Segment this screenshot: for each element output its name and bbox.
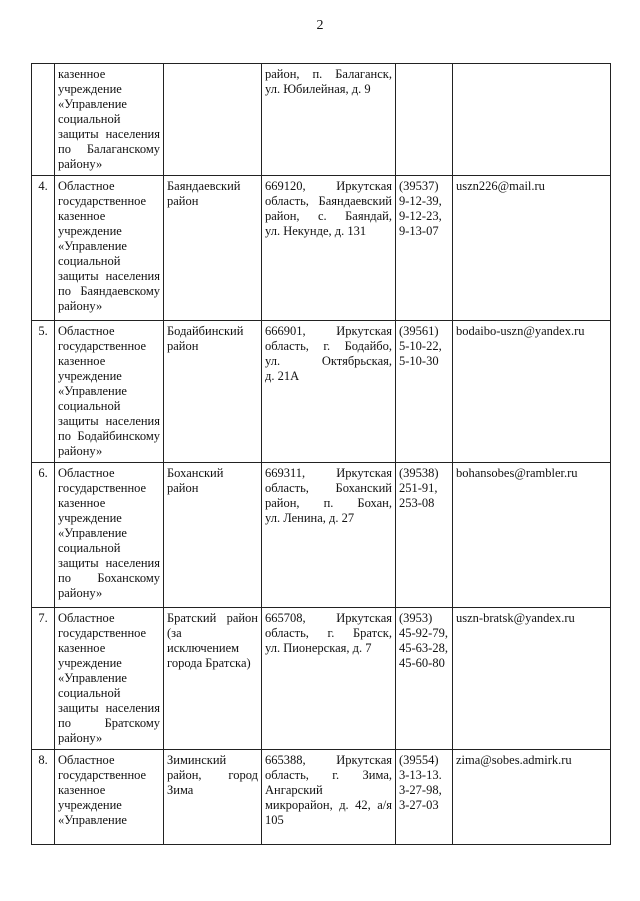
- table-row: [32, 608, 611, 750]
- phone_lines-line: (39537): [399, 179, 439, 193]
- organization-cell: [55, 608, 164, 750]
- district-cell: [164, 608, 262, 750]
- email-cell: [453, 463, 611, 608]
- institutions-table: [31, 63, 611, 845]
- org_lines-line: «Управление: [58, 526, 127, 540]
- row-number: [32, 64, 55, 176]
- address-cell: [262, 463, 396, 608]
- phone_lines-line: 3-27-03: [399, 798, 439, 812]
- address_lines-line: область, Боханский: [265, 481, 392, 495]
- address_lines-line: ул. Юбилейная, д. 9: [265, 82, 371, 96]
- org_lines-line: «Управление: [58, 671, 127, 685]
- org_lines-line: Областное: [58, 466, 115, 480]
- address_lines-line: 666901, Иркутская: [265, 324, 392, 338]
- org_lines-line: по Баяндаевскому: [58, 284, 160, 298]
- phone_lines-line: 45-92-79,: [399, 626, 448, 640]
- address-cell: [262, 321, 396, 463]
- address_lines-line: область, г. Братск,: [265, 626, 392, 640]
- email-address: bohansobes@rambler.ru: [456, 466, 578, 480]
- district-cell: [164, 64, 262, 176]
- phone_lines-line: (39538): [399, 466, 439, 480]
- org_lines-line: казенное: [58, 354, 106, 368]
- district_lines-line: Зиминский: [167, 753, 227, 767]
- org_lines-line: казенное: [58, 641, 106, 655]
- table-row: [32, 321, 611, 463]
- phone_lines-line: (39554): [399, 753, 439, 767]
- phone-cell: [396, 321, 453, 463]
- address_lines-line: область, г. Зима,: [265, 768, 392, 782]
- district_lines-line: Бодайбинский: [167, 324, 244, 338]
- org_lines-line: району»: [58, 299, 103, 313]
- row-number: 8.: [32, 750, 55, 845]
- address-cell: [262, 750, 396, 845]
- organization-cell: [55, 321, 164, 463]
- phone_lines-line: 253-08: [399, 496, 435, 510]
- org_lines-line: защиты населения: [58, 556, 160, 570]
- email-cell: [453, 321, 611, 463]
- org_lines-line: социальной: [58, 399, 121, 413]
- address_lines-line: 105: [265, 813, 284, 827]
- org_lines-line: «Управление: [58, 813, 127, 827]
- org_lines-line: государственное: [58, 768, 147, 782]
- phone_lines-line: 3-27-98,: [399, 783, 442, 797]
- email-cell: [453, 176, 611, 321]
- org_lines-line: казенное: [58, 496, 106, 510]
- address_lines-line: ул. Пионерская, д. 7: [265, 641, 372, 655]
- phone_lines-line: 45-63-28,: [399, 641, 448, 655]
- org_lines-line: учреждение: [58, 656, 122, 670]
- phone_lines-line: 9-13-07: [399, 224, 439, 238]
- organization-cell: [55, 463, 164, 608]
- org_lines-line: «Управление: [58, 239, 127, 253]
- org_lines-line: учреждение: [58, 82, 122, 96]
- org_lines-line: по Балаганскому: [58, 142, 160, 156]
- org_lines-line: государственное: [58, 194, 147, 208]
- org_lines-line: защиты населения: [58, 127, 160, 141]
- organization-cell: [55, 750, 164, 845]
- org_lines-line: району»: [58, 157, 103, 171]
- org_lines-line: защиты населения: [58, 269, 160, 283]
- address_lines-line: ул. Некунде, д. 131: [265, 224, 367, 238]
- row-number: 5.: [32, 321, 55, 463]
- address_lines-line: Ангарский: [265, 783, 323, 797]
- table-row: [32, 750, 611, 845]
- email-address: zima@sobes.admirk.ru: [456, 753, 572, 767]
- phone_lines-line: 9-12-39,: [399, 194, 442, 208]
- phone_lines-line: 5-10-30: [399, 354, 439, 368]
- district_lines-line: (за: [167, 626, 182, 640]
- district_lines-line: Баяндаевский: [167, 179, 241, 193]
- address_lines-line: район, с. Баяндай,: [265, 209, 392, 223]
- address_lines-line: область, г. Бодайбо,: [265, 339, 392, 353]
- address_lines-line: 665708, Иркутская: [265, 611, 392, 625]
- org_lines-line: учреждение: [58, 369, 122, 383]
- email-address: bodaibo-uszn@yandex.ru: [456, 324, 585, 338]
- org_lines-line: учреждение: [58, 224, 122, 238]
- org_lines-line: Областное: [58, 611, 115, 625]
- district-cell: [164, 176, 262, 321]
- address_lines-line: микрорайон, д. 42, а/я: [265, 798, 392, 812]
- org_lines-line: казенное: [58, 209, 106, 223]
- phone_lines-line: (3953): [399, 611, 433, 625]
- row-number: 4.: [32, 176, 55, 321]
- address_lines-line: ул. Ленина, д. 27: [265, 511, 355, 525]
- district_lines-line: исключением: [167, 641, 240, 655]
- district-cell: [164, 463, 262, 608]
- org_lines-line: «Управление: [58, 97, 127, 111]
- phone-cell: [396, 463, 453, 608]
- table-row: [32, 176, 611, 321]
- org_lines-line: по Братскому: [58, 716, 160, 730]
- address_lines-line: район, п. Балаганск,: [265, 67, 392, 81]
- org_lines-line: Областное: [58, 324, 115, 338]
- phone-cell: [396, 64, 453, 176]
- row-number: 6.: [32, 463, 55, 608]
- phone-cell: [396, 176, 453, 321]
- address-cell: [262, 608, 396, 750]
- row-number: 7.: [32, 608, 55, 750]
- address-cell: [262, 176, 396, 321]
- organization-cell: [55, 64, 164, 176]
- address_lines-line: область, Баяндаевский: [265, 194, 392, 208]
- org_lines-line: «Управление: [58, 384, 127, 398]
- org_lines-line: по Боханскому: [58, 571, 160, 585]
- org_lines-line: социальной: [58, 686, 121, 700]
- org_lines-line: Областное: [58, 753, 115, 767]
- email-cell: [453, 64, 611, 176]
- phone_lines-line: 3-13-13.: [399, 768, 442, 782]
- phone-cell: [396, 750, 453, 845]
- org_lines-line: району»: [58, 444, 103, 458]
- table-row: [32, 64, 611, 176]
- phone_lines-line: (39561): [399, 324, 439, 338]
- phone_lines-line: 9-12-23,: [399, 209, 442, 223]
- phone_lines-line: 251-91,: [399, 481, 438, 495]
- district_lines-line: район: [167, 481, 199, 495]
- address_lines-line: д. 21А: [265, 369, 300, 383]
- phone_lines-line: 45-60-80: [399, 656, 445, 670]
- org_lines-line: учреждение: [58, 798, 122, 812]
- address_lines-line: 669120, Иркутская: [265, 179, 392, 193]
- email-cell: [453, 750, 611, 845]
- org_lines-line: Областное: [58, 179, 115, 193]
- org_lines-line: казенное: [58, 67, 106, 81]
- district-cell: [164, 750, 262, 845]
- district_lines-line: район: [167, 339, 199, 353]
- org_lines-line: социальной: [58, 254, 121, 268]
- org_lines-line: району»: [58, 731, 103, 745]
- org_lines-line: государственное: [58, 481, 147, 495]
- address_lines-line: 669311, Иркутская: [265, 466, 392, 480]
- district_lines-line: Братский район: [167, 611, 258, 625]
- org_lines-line: казенное: [58, 783, 106, 797]
- phone-cell: [396, 608, 453, 750]
- org_lines-line: защиты населения: [58, 701, 160, 715]
- phone_lines-line: 5-10-22,: [399, 339, 442, 353]
- district_lines-line: Боханский: [167, 466, 224, 480]
- address_lines-line: район, п. Бохан,: [265, 496, 392, 510]
- email-cell: [453, 608, 611, 750]
- org_lines-line: по Бодайбинскому: [58, 429, 160, 443]
- org_lines-line: государственное: [58, 339, 147, 353]
- email-address: uszn-bratsk@yandex.ru: [456, 611, 575, 625]
- email-address: uszn226@mail.ru: [456, 179, 545, 193]
- district_lines-line: города Братска): [167, 656, 251, 670]
- table-row: [32, 463, 611, 608]
- district-cell: [164, 321, 262, 463]
- org_lines-line: учреждение: [58, 511, 122, 525]
- district_lines-line: район: [167, 194, 199, 208]
- org_lines-line: социальной: [58, 541, 121, 555]
- org_lines-line: социальной: [58, 112, 121, 126]
- district_lines-line: Зима: [167, 783, 194, 797]
- address_lines-line: 665388, Иркутская: [265, 753, 392, 767]
- page-number: 2: [316, 18, 324, 33]
- org_lines-line: защиты населения: [58, 414, 160, 428]
- address-cell: [262, 64, 396, 176]
- org_lines-line: государственное: [58, 626, 147, 640]
- district_lines-line: район, город: [167, 768, 258, 782]
- organization-cell: [55, 176, 164, 321]
- address_lines-line: ул. Октябрьская,: [265, 354, 392, 368]
- org_lines-line: району»: [58, 586, 103, 600]
